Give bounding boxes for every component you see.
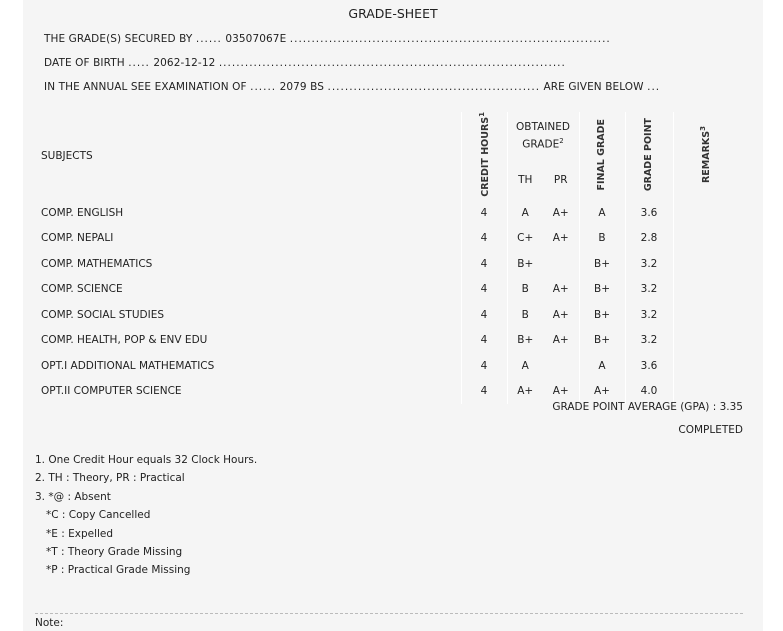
credit-hours-header: CREDIT HOURS$^1$ [461,112,507,200]
subject-cell: COMP. SOCIAL STUDIES [41,308,165,321]
gp-cell: 3.2 [625,302,673,328]
dob-label: DATE OF BIRTH [44,57,125,69]
gp-cell: 3.2 [625,276,673,302]
status-text: COMPLETED [678,424,743,436]
final-cell: B+ [579,327,625,353]
note-item: *P : Practical Grade Missing [46,564,191,577]
table-header-row [31,112,749,160]
gp-cell: 3.6 [625,200,673,226]
note-item: *C : Copy Cancelled [46,509,151,522]
dob-value: 2062-12-12 [153,57,216,69]
final-grade-header: FINAL GRADE [579,112,625,200]
gpa-value: 3.35 [719,401,743,413]
credit-cell: 4 [461,378,507,404]
final-cell: B+ [579,251,625,277]
credit-cell: 4 [461,276,507,302]
th-header: TH [507,160,543,199]
gpa-line [552,401,743,413]
subject-cell: COMP. SCIENCE [41,283,123,296]
pr-cell: A+ [552,206,569,219]
obtained-grade-header: OBTAINED GRADE$^2$ [507,112,579,160]
table-row [31,251,749,277]
exam-label: IN THE ANNUAL SEE EXAMINATION OF [44,81,247,93]
credit-cell: 4 [461,302,507,328]
note-label: Note: [35,617,64,629]
note-item: 1. One Credit Hour equals 32 Clock Hours. [35,454,258,466]
remarks-cell [673,302,737,328]
table-row [31,276,749,302]
grades-table [31,112,749,404]
subject-cell: COMP. MATHEMATICS [41,257,153,270]
th-cell: A+ [507,378,543,404]
table-row [31,353,749,379]
gp-cell: 2.8 [625,225,673,251]
th-cell: A [507,200,543,226]
gp-cell: 3.2 [625,251,673,277]
credit-cell: 4 [461,327,507,353]
note-item: *T : Theory Grade Missing [46,546,183,559]
exam-line: IN THE ANNUAL SEE EXAMINATION OF ...... 2079 BS ................................................. ARE GIVEN BELOW ... [44,81,661,93]
pr-header: PR [553,174,568,187]
grade-sheet [23,0,763,631]
gp-cell: 3.6 [625,353,673,379]
final-cell: B [579,225,625,251]
table-row [31,302,749,328]
note-item: 2. TH : Theory, PR : Practical [35,472,185,485]
remarks-cell [673,353,737,379]
final-cell: A+ [579,378,625,404]
remarks-cell [673,200,737,226]
remarks-cell [673,378,737,404]
th-cell: A [507,353,543,379]
subject-cell: COMP. ENGLISH [41,206,124,219]
table-row [31,327,749,353]
secured-by-line: THE GRADE(S) SECURED BY ...... 03507067E .......................................................................... [44,33,611,45]
final-cell: A [579,353,625,379]
gp-cell: 4.0 [625,378,673,404]
gp-cell: 3.2 [625,327,673,353]
final-cell: B+ [579,276,625,302]
pr-cell [543,353,579,379]
exam-value: 2079 BS [279,81,325,93]
remarks-cell [673,225,737,251]
credit-cell: 4 [461,353,507,379]
gpa-label: GRADE POINT AVERAGE (GPA) : [552,401,717,413]
pr-cell: A+ [552,283,569,296]
remarks-header: REMARKS$^3$ [673,112,737,200]
remarks-cell [673,276,737,302]
note-item: *E : Expelled [46,527,114,540]
note-item: 3. *@ : Absent [35,490,111,503]
th-cell: B+ [507,327,543,353]
exam-suffix: ARE GIVEN BELOW [543,81,644,93]
remarks-cell [673,327,737,353]
grade-point-header: GRADE POINT [625,112,673,200]
pr-cell: A+ [552,334,569,347]
table-row [31,200,749,226]
subject-cell: OPT.I ADDITIONAL MATHEMATICS [41,359,215,372]
symbol-number: 03507067E [225,33,287,45]
page-title: GRADE-SHEET [348,6,438,21]
th-cell: B+ [507,251,543,277]
pr-cell: A+ [552,385,569,398]
th-cell: C+ [507,225,543,251]
divider [35,613,743,614]
credit-cell: 4 [461,200,507,226]
pr-cell: A+ [552,232,569,245]
secured-by-label: THE GRADE(S) SECURED BY [44,33,193,45]
subject-cell: COMP. HEALTH, POP & ENV EDU [41,334,208,347]
final-cell: A [579,200,625,226]
table-row [31,225,749,251]
remarks-cell [673,251,737,277]
final-cell: B+ [579,302,625,328]
notes-section [35,451,257,580]
dob-line: DATE OF BIRTH ..... 2062-12-12 ................................................................................ [44,57,566,69]
th-cell: B [507,276,543,302]
pr-cell [543,251,579,277]
subjects-header: SUBJECTS [41,149,93,162]
pr-cell: A+ [552,308,569,321]
table-row [31,378,749,404]
credit-cell: 4 [461,251,507,277]
subject-cell: COMP. NEPALI [41,232,114,245]
th-cell: B [507,302,543,328]
subject-cell: OPT.II COMPUTER SCIENCE [41,385,182,398]
credit-cell: 4 [461,225,507,251]
